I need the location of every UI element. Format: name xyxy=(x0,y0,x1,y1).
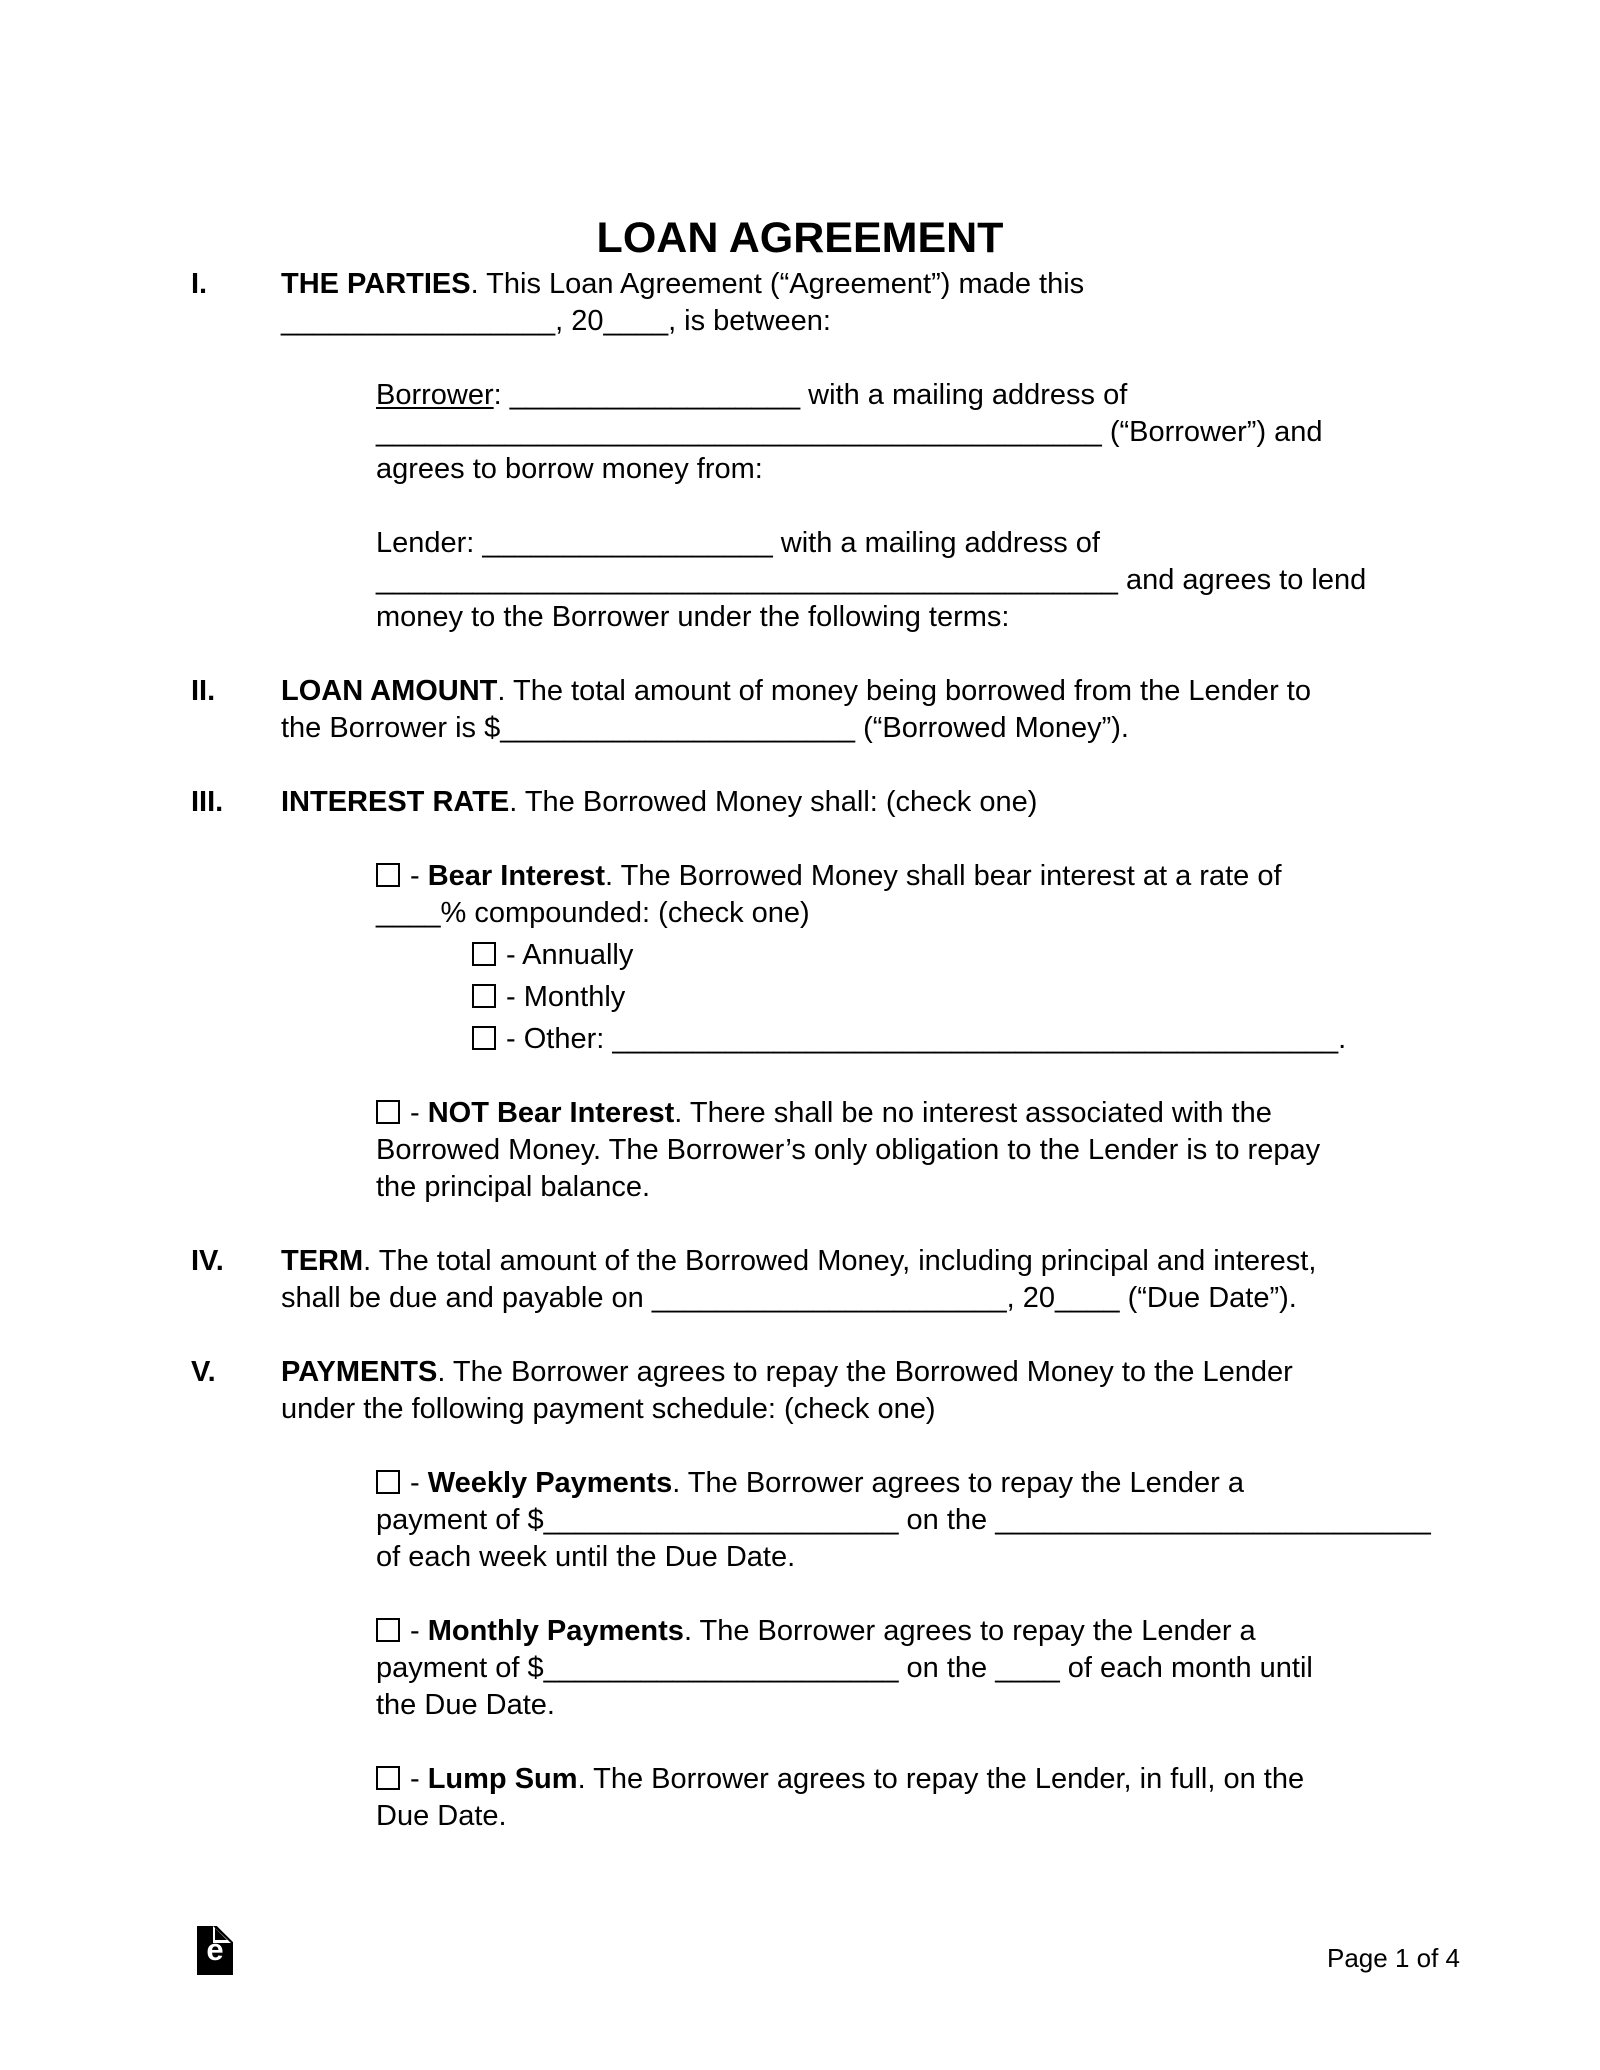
line-text: Other: _____________________________________________. xyxy=(523,1023,1347,1055)
checkbox-not-bear-interest xyxy=(376,1095,1491,1206)
text-line xyxy=(472,1021,1491,1058)
checkbox-icon[interactable] xyxy=(376,1100,400,1124)
dash: - xyxy=(410,1097,428,1129)
dash: - xyxy=(506,939,523,971)
line-text: Annually xyxy=(522,939,634,971)
checkbox-label: Monthly Payments xyxy=(427,1615,684,1647)
line-text: . The Borrower agrees to repay the Borrowed Money to the Lender xyxy=(437,1356,1293,1388)
checkbox-label: Lump Sum xyxy=(427,1763,578,1795)
text-line: ____% compounded: (check one) xyxy=(376,897,810,929)
line-text: . The Borrowed Money shall bear interest at a rate of xyxy=(605,860,1282,892)
dash: - xyxy=(410,1615,428,1647)
checkbox-icon[interactable] xyxy=(472,1026,496,1050)
checkbox-icon[interactable] xyxy=(376,1618,400,1642)
section-numeral: II. xyxy=(191,675,216,707)
section-iv-term xyxy=(191,1243,1491,1317)
text-line: Due Date. xyxy=(376,1800,507,1832)
document-title: LOAN AGREEMENT xyxy=(596,213,1004,262)
text-line xyxy=(281,784,1491,821)
dash: - xyxy=(410,1467,428,1499)
text-line: the Borrower is $______________________ (“Borrowed Money”). xyxy=(281,712,1129,744)
text-line: shall be due and payable on ______________________, 20____ (“Due Date”). xyxy=(281,1282,1297,1314)
section-i-parties xyxy=(191,266,1491,340)
text-line: ______________________________________________ and agrees to lend xyxy=(376,564,1367,596)
checkbox-icon[interactable] xyxy=(376,1766,400,1790)
line-text: : __________________ with a mailing address of xyxy=(493,379,1128,411)
text-line: _________________, 20____, is between: xyxy=(281,305,831,337)
text-line xyxy=(281,1243,1491,1280)
checkbox-bear-interest xyxy=(376,858,1491,932)
text-line xyxy=(472,979,1491,1016)
line-text: . The total amount of money being borrowed from the Lender to xyxy=(497,675,1311,707)
text-line xyxy=(281,266,1491,303)
checkbox-annually xyxy=(472,937,1491,974)
line-text: . The Borrower agrees to repay the Lender a xyxy=(672,1467,1244,1499)
line-text: Monthly xyxy=(523,981,626,1013)
section-ii-loan-amount xyxy=(191,673,1491,747)
text-line: payment of $______________________ on the ___________________________ xyxy=(376,1504,1431,1536)
borrower-lead: Borrower xyxy=(376,379,494,411)
line-text: . The total amount of the Borrowed Money, including principal and interest, xyxy=(363,1245,1317,1277)
checkbox-icon[interactable] xyxy=(376,1470,400,1494)
checkbox-icon[interactable] xyxy=(376,863,400,887)
checkbox-icon[interactable] xyxy=(472,942,496,966)
checkbox-weekly-payments xyxy=(376,1465,1491,1576)
dash: - xyxy=(410,1763,428,1795)
text-line xyxy=(376,1465,1491,1502)
line-text: . The Borrower agrees to repay the Lender, in full, on the xyxy=(577,1763,1305,1795)
section-heading: THE PARTIES xyxy=(281,268,471,300)
text-line: Lender: __________________ with a mailing address of xyxy=(376,527,1100,559)
text-line xyxy=(376,1761,1491,1798)
checkbox-lump-sum xyxy=(376,1761,1491,1835)
checkbox-monthly-payments xyxy=(376,1613,1491,1724)
section-heading: LOAN AMOUNT xyxy=(281,675,498,707)
checkbox-icon[interactable] xyxy=(472,984,496,1008)
checkbox-other xyxy=(472,1021,1491,1058)
text-line: payment of $______________________ on the ____ of each month until xyxy=(376,1652,1313,1684)
eforms-logo xyxy=(197,1926,233,1975)
text-line xyxy=(376,1613,1491,1650)
dash: - xyxy=(410,860,428,892)
text-line: the principal balance. xyxy=(376,1171,651,1203)
section-numeral: V. xyxy=(191,1356,216,1388)
page-number: Page 1 of 4 xyxy=(1327,1943,1460,1973)
checkbox-monthly xyxy=(472,979,1491,1016)
dash: - xyxy=(506,981,524,1013)
section-numeral: IV. xyxy=(191,1245,224,1277)
text-line: under the following payment schedule: (check one) xyxy=(281,1393,936,1425)
section-v-payments xyxy=(191,1354,1491,1428)
logo-letter: e xyxy=(206,1932,224,1967)
dash: - xyxy=(506,1023,524,1055)
line-text: . The Borrower agrees to repay the Lender a xyxy=(683,1615,1256,1647)
text-line xyxy=(376,1095,1491,1132)
text-line xyxy=(281,1354,1491,1391)
text-line xyxy=(281,673,1491,710)
line-text: . There shall be no interest associated with the xyxy=(674,1097,1272,1129)
text-line: of each week until the Due Date. xyxy=(376,1541,796,1573)
line-text: . This Loan Agreement (“Agreement”) made this xyxy=(470,268,1085,300)
text-line: Borrowed Money. The Borrower’s only obligation to the Lender is to repay xyxy=(376,1134,1321,1166)
lender-paragraph xyxy=(376,525,1491,636)
line-text: . The Borrowed Money shall: (check one) xyxy=(509,786,1038,818)
section-iii-interest-rate xyxy=(191,784,1491,821)
section-heading: TERM xyxy=(281,1245,364,1277)
text-line: agrees to borrow money from: xyxy=(376,453,763,485)
checkbox-label: Bear Interest xyxy=(427,860,606,892)
checkbox-label: Weekly Payments xyxy=(427,1467,673,1499)
text-line xyxy=(376,377,1491,414)
checkbox-label: NOT Bear Interest xyxy=(427,1097,675,1129)
section-heading: INTEREST RATE xyxy=(281,786,510,818)
text-line xyxy=(472,937,1491,974)
section-numeral: III. xyxy=(191,786,224,818)
borrower-paragraph xyxy=(376,377,1491,488)
section-numeral: I. xyxy=(191,268,208,300)
document-body xyxy=(191,266,1491,1872)
text-line: money to the Borrower under the following terms: xyxy=(376,601,1010,633)
text-line: _____________________________________________ (“Borrower”) and xyxy=(376,416,1323,448)
text-line xyxy=(376,858,1491,895)
text-line: the Due Date. xyxy=(376,1689,555,1721)
section-heading: PAYMENTS xyxy=(281,1356,438,1388)
